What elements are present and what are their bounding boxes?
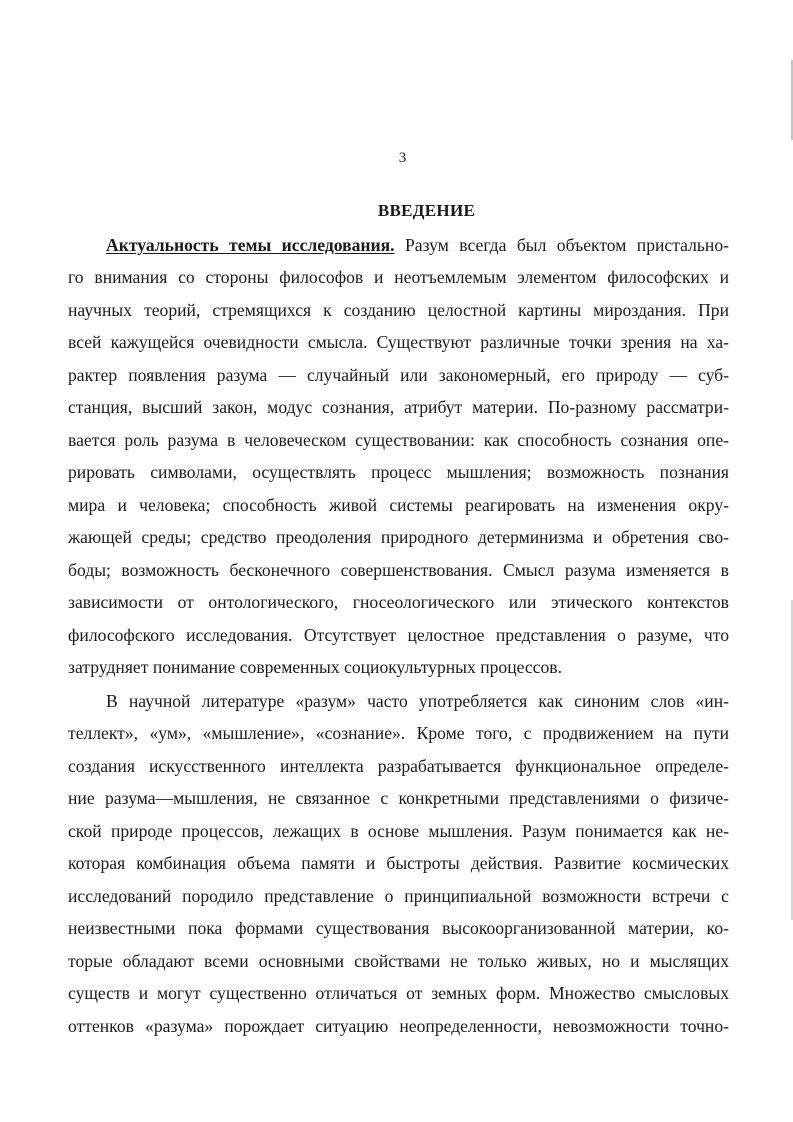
text-line: станция, высший закон, модус сознания, атрибут материи. По-разному рассматри-: [68, 397, 729, 417]
text-line: философского исследования. Отсутствует целостное представления о разуме, что: [68, 625, 729, 645]
text-line: исследований породило представление о принципиальной возможности встречи с: [68, 886, 729, 906]
text-line: [106, 234, 729, 256]
lead-phrase: Актуальность темы исследования.: [106, 235, 395, 255]
text-line: ской природе процессов, лежащих в основе мышления. Разум понимается как не-: [68, 821, 729, 841]
text-line: создания искусственного интеллекта разрабатывается функциональное определе-: [68, 756, 729, 776]
text-line: научных теорий, стремящихся к созданию целостной картины мироздания. При: [68, 300, 729, 320]
text-line: мира и человека; способность живой системы реагировать на изменения окру-: [68, 495, 729, 515]
text-line: которая комбинация объема памяти и быстроты действия. Развитие космических: [68, 853, 729, 873]
text-line: затрудняет понимание современных социокультурных процессов.: [68, 657, 562, 677]
text-line: существ и могут существенно отличаться от земных форм. Множество смысловых: [68, 983, 729, 1003]
text-line: ние разума—мышления, не связанное с конкретными представлениями о физиче-: [68, 788, 729, 808]
text-line: зависимости от онтологического, гносеологического или этического контекстов: [68, 592, 729, 612]
text-line: рировать символами, осуществлять процесс мышления; возможность познания: [68, 462, 729, 482]
text-line: неизвестными пока формами существования высокоорганизованной материи, ко-: [68, 918, 729, 938]
text-line: теллект», «ум», «мышление», «сознание». Кроме того, с продвижением на пути: [68, 723, 729, 743]
text-line: го внимания со стороны философов и неотъемлемым элементом философских и: [68, 267, 729, 287]
text-line: жающей среды; средство преодоления природного детерминизма и обретения сво-: [68, 527, 729, 547]
text-line: В научной литературе «разум» часто употребляется как синоним слов «ин-: [106, 691, 729, 711]
section-heading: ВВЕДЕНИЕ: [377, 201, 476, 220]
text-fragment: Разум всегда был объектом пристально-: [394, 235, 729, 255]
text-line: боды; возможность бесконечного совершенствования. Смысл разума изменяется в: [68, 560, 729, 580]
text-line: вается роль разума в человеческом существовании: как способность сознания опе-: [68, 430, 729, 450]
text-line: торые обладают всеми основными свойствами не только живых, но и мыслящих: [68, 951, 729, 971]
page-number: 3: [398, 150, 407, 166]
text-line: рактер появления разума — случайный или закономерный, его природу — суб-: [68, 365, 729, 385]
text-line: всей кажущейся очевидности смысла. Существуют различные точки зрения на ха-: [68, 332, 729, 352]
text-line: оттенков «разума» порождает ситуацию неопределенности, невозможности точно-: [68, 1016, 729, 1036]
